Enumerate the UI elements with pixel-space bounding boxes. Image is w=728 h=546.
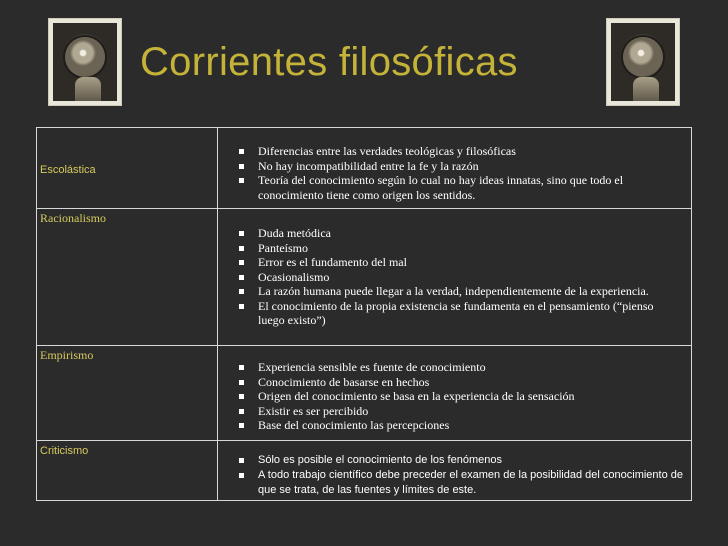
list-item: Teoría del conocimiento según lo cual no hay ideas innatas, sino que todo el conocimiento tiene como origen los sentidos. [218, 173, 691, 202]
list-item: Base del conocimiento las percepciones [218, 418, 691, 433]
escher-portrait-left [48, 18, 122, 106]
row-label-empirismo: Empirismo [37, 346, 218, 441]
table-row [37, 209, 692, 346]
list-item: No hay incompatibilidad entre la fe y la razón [218, 159, 691, 174]
row-label-racionalismo: Racionalismo [37, 209, 218, 346]
list-item: Experiencia sensible es fuente de conocimiento [218, 360, 691, 375]
bullet-list [218, 209, 691, 330]
bullet-list [218, 346, 691, 435]
list-item: La razón humana puede llegar a la verdad, independientemente de la experiencia. [218, 284, 691, 299]
escher-portrait-right [606, 18, 680, 106]
table-row [37, 128, 692, 209]
bullet-list [218, 128, 691, 206]
list-item: Conocimiento de basarse en hechos [218, 375, 691, 390]
list-item: El conocimiento de la propia existencia se fundamenta en el pensamiento (“pienso luego existo”) [218, 299, 691, 328]
row-label-criticismo: Criticismo [37, 441, 218, 501]
reflecting-sphere-image [611, 23, 675, 101]
table-row [37, 346, 692, 441]
list-item: Ocasionalismo [218, 270, 691, 285]
row-content [218, 128, 692, 209]
list-item: Error es el fundamento del mal [218, 255, 691, 270]
row-label-escolastica: Escolástica [37, 128, 218, 209]
row-content [218, 441, 692, 501]
list-item: Origen del conocimiento se basa en la experiencia de la sensación [218, 389, 691, 404]
list-item: Diferencias entre las verdades teológicas y filosóficas [218, 144, 691, 159]
row-content [218, 346, 692, 441]
list-item: Duda metódica [218, 226, 691, 241]
slide-title: Corrientes filosóficas [140, 40, 518, 84]
table-row [37, 441, 692, 501]
list-item: Panteísmo [218, 241, 691, 256]
reflecting-sphere-image [53, 23, 117, 101]
list-item: Sólo es posible el conocimiento de los fenómenos [218, 453, 691, 468]
row-content [218, 209, 692, 346]
list-item: Existir es ser percibido [218, 404, 691, 419]
bullet-list [218, 441, 691, 500]
list-item: A todo trabajo científico debe preceder el examen de la posibilidad del conocimiento de que se trata, de las fuentes y límites de este. [218, 468, 691, 498]
philosophy-table [36, 127, 692, 501]
